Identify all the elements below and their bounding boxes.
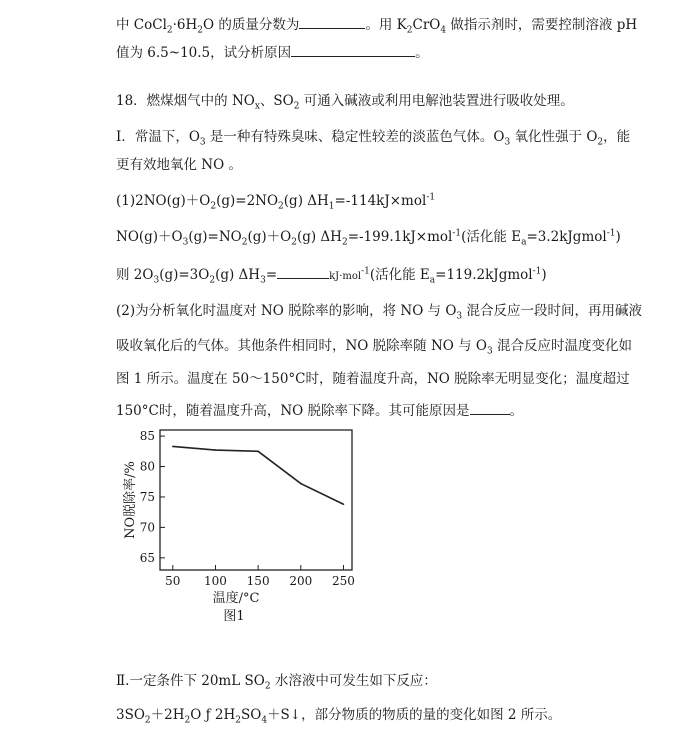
x-tick-label: 150 <box>246 574 270 588</box>
text-e3d: = <box>265 267 278 283</box>
text-e3c: (g) ΔH <box>215 267 261 283</box>
text-l1a: 中 CoCl <box>116 17 167 33</box>
y-tick-label: 85 <box>139 429 155 444</box>
text-l2b: 。 <box>415 45 429 61</box>
question-2-line-4 <box>116 400 523 420</box>
sub: 2 <box>166 25 173 36</box>
sub: a <box>429 275 436 286</box>
sup: -1 <box>426 192 436 203</box>
data-point <box>257 451 259 453</box>
text-e2f: (活化能 E <box>461 229 522 245</box>
text-s2b: 水溶液中可发生如下反应： <box>270 673 437 689</box>
sub: 1 <box>328 201 335 212</box>
figure-1-chart <box>110 420 380 625</box>
question-2-line-1 <box>116 302 642 320</box>
chart-layer <box>123 429 355 624</box>
sup: -1 <box>361 266 370 277</box>
sub: 2 <box>241 237 248 248</box>
data-point <box>343 503 345 505</box>
text-e3f: (活化能 E <box>369 267 430 283</box>
text-e1d: =-114kJ×mol <box>334 193 427 209</box>
text-e2e: =-199.1kJ×mol <box>347 229 453 245</box>
text-q2b: 混合反应一段时间，再用碱液 <box>462 303 642 319</box>
sub: 3 <box>199 137 206 148</box>
text-q2f: 150°C时，随着温度升高，NO 脱除率下降。其可能原因是 <box>116 403 470 419</box>
y-tick-label: 70 <box>139 520 155 535</box>
text-q2a: (2)为分析氧化时温度对 NO 脱除率的影响，将 NO 与 O <box>116 303 457 319</box>
sub: a <box>521 237 527 248</box>
text-s3d: SO <box>241 707 262 723</box>
text-l1f: 做指示剂时，需要控制溶液 pH <box>446 17 638 33</box>
data-point <box>172 446 174 448</box>
sup: -1 <box>606 228 616 239</box>
sub: 2 <box>184 715 191 726</box>
text-p2: 更有效地氧化 NO 。 <box>116 157 242 173</box>
y-axis-label: NO脱除率/% <box>123 461 138 539</box>
data-point <box>215 449 217 451</box>
text-s3a: 3SO <box>116 707 145 723</box>
sub: 2 <box>341 237 348 248</box>
x-axis-label: 温度/°C <box>212 591 260 606</box>
text-e3g: =119.2kJgmol <box>435 267 533 283</box>
sub: 3 <box>504 137 511 148</box>
text-p1d: ，能 <box>603 129 631 145</box>
text-e3a: 则 2O <box>116 267 154 283</box>
sub: 2 <box>235 715 241 726</box>
text-q2e: 图 1 所示。温度在 50～150°C时，随着温度升高，NO 脱除率无明显变化；温度超过 <box>116 371 630 387</box>
sub: 2 <box>597 137 604 148</box>
series-line <box>173 446 344 504</box>
sub: 2 <box>293 101 300 112</box>
sub: 3 <box>456 311 463 322</box>
equation-1 <box>116 192 435 210</box>
x-tick-label: 50 <box>165 574 181 588</box>
x-tick-label: 250 <box>332 574 355 588</box>
sub: 2 <box>291 237 297 248</box>
text-e2c: (g)＋O <box>247 229 292 245</box>
y-tick-label: 65 <box>139 550 155 565</box>
answer-blank[interactable] <box>299 14 365 29</box>
sup: -1 <box>452 228 462 239</box>
equation-3 <box>116 264 547 286</box>
text-q18b: 、SO <box>259 93 294 109</box>
equation-2 <box>116 228 621 246</box>
text-l1d: 。用 K <box>365 17 407 33</box>
sub: 2 <box>144 715 151 726</box>
text-s2a: Ⅱ.一定条件下 20mL SO <box>116 673 265 689</box>
text-e2g: =3.2kJgmol <box>526 229 607 245</box>
text-q18c: 可通入碱液或利用电解池装置进行吸收处理。 <box>299 93 574 109</box>
text-p1a: Ⅰ．常温下，O <box>116 129 200 145</box>
sub: 3 <box>153 275 160 286</box>
text-q2d: 混合反应时温度变化如 <box>492 338 633 354</box>
question-2-line-3 <box>116 370 630 388</box>
sub: 3 <box>487 346 493 357</box>
data-point <box>300 483 302 485</box>
answer-blank[interactable] <box>291 42 415 57</box>
x-tick-label: 100 <box>204 574 227 588</box>
text-l1b: ·6H <box>172 17 198 33</box>
text-l2a: 值为 6.5~10.5，试分析原因 <box>116 45 292 61</box>
sub: 2 <box>406 25 413 36</box>
text-q2c: 吸收氧化后的气体。其他条件相同时，NO 脱除率随 NO 与 O <box>116 338 487 354</box>
sub: 2 <box>210 201 217 212</box>
text-l1e: CrO <box>412 17 441 33</box>
text-p1c: 氧化性强于 O <box>510 129 598 145</box>
text-e3h: ) <box>541 267 547 283</box>
text-e2d: (g) ΔH <box>296 229 342 245</box>
text-e1c: (g) ΔH <box>283 193 329 209</box>
question-2-line-2 <box>116 337 632 355</box>
text-p1b: 是一种有特殊臭味、稳定性较差的淡蓝色气体。O <box>205 129 505 145</box>
y-tick-label: 75 <box>139 489 155 504</box>
sub: x <box>254 101 260 112</box>
text-s3e: ＋S↓，部分物质的物质的量的变化如图 2 所示。 <box>267 707 562 723</box>
text-e2b: (g)=NO <box>188 229 242 245</box>
text-s3b: ＋2H <box>150 707 185 723</box>
y-tick-label: 80 <box>139 459 155 474</box>
sub: 2 <box>278 201 284 212</box>
text-l1c: O 的质量分数为 <box>203 17 300 33</box>
sub: 3 <box>260 275 266 286</box>
text-e3e: kJ·mol <box>329 271 362 282</box>
sub: 4 <box>440 25 447 36</box>
text-q2g: 。 <box>509 403 524 419</box>
text-e2a: NO(g)＋O <box>116 229 183 245</box>
sub: 4 <box>261 715 268 726</box>
text-e3b: (g)=3O <box>159 267 210 283</box>
sup: -1 <box>532 266 542 277</box>
sub: 3 <box>182 237 189 248</box>
sub: 2 <box>197 25 204 36</box>
figure-caption: 图1 <box>223 609 245 624</box>
x-tick-label: 200 <box>289 574 313 588</box>
text-s3c: O ƒ 2H <box>190 707 236 723</box>
line-cocl2-mass-fraction <box>116 14 637 34</box>
text-e1a: (1)2NO(g)＋O <box>116 193 211 209</box>
line-ph-reason <box>116 42 429 62</box>
part-1-intro-cont <box>116 156 242 174</box>
text-q18a: 18．燃煤烟气中的 NO <box>116 93 255 109</box>
answer-blank[interactable] <box>277 264 329 279</box>
sub: 2 <box>209 275 216 286</box>
answer-blank[interactable] <box>470 400 510 415</box>
question-18-title <box>116 92 574 110</box>
part-2-line-1 <box>116 672 437 690</box>
text-e1b: (g)=2NO <box>216 193 279 209</box>
part-1-intro <box>116 128 630 146</box>
sub: 2 <box>264 681 271 692</box>
text-e2h: ) <box>615 229 621 245</box>
part-2-line-2 <box>116 706 561 724</box>
